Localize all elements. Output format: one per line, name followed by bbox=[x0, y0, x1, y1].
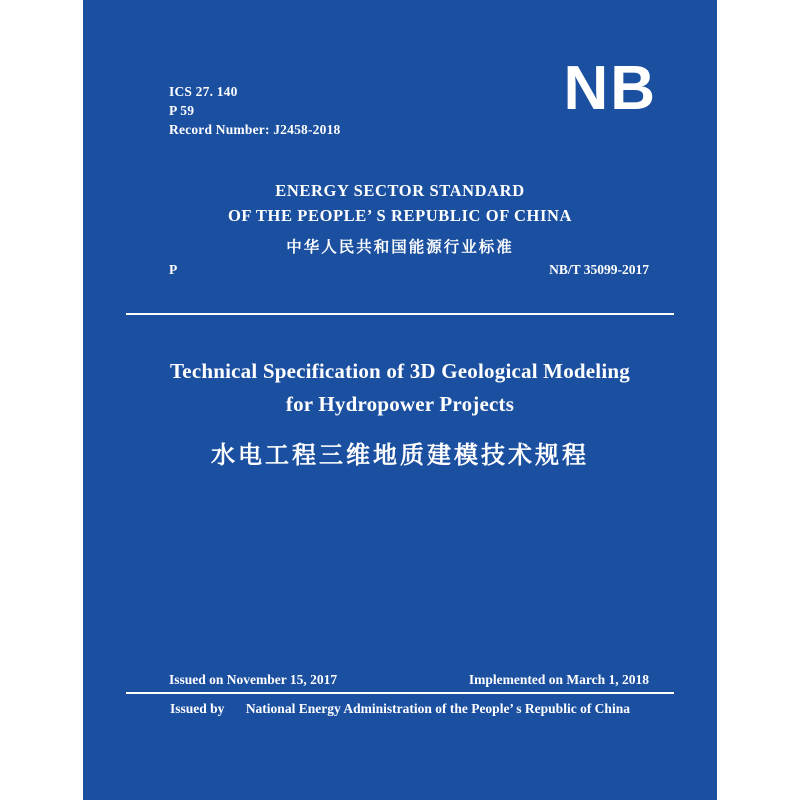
document-title-block bbox=[83, 355, 717, 475]
cover-header bbox=[83, 0, 717, 175]
title-english-line1: Technical Specification of 3D Geological Modeling bbox=[170, 359, 630, 383]
ics-info-block bbox=[169, 82, 340, 139]
ics-number: ICS 27. 140 bbox=[169, 84, 238, 99]
divider-bottom bbox=[126, 692, 674, 694]
issuer-row bbox=[83, 701, 717, 717]
date-row bbox=[169, 672, 649, 688]
divider-top bbox=[126, 313, 674, 315]
title-english-line2: for Hydropower Projects bbox=[285, 392, 515, 416]
standard-header-block bbox=[83, 178, 717, 262]
issuing-organization: National Energy Administration of the People’ s Republic of China bbox=[245, 701, 630, 716]
standard-number: NB/T 35099-2017 bbox=[549, 262, 649, 277]
standard-code-row bbox=[169, 262, 649, 278]
standard-category: P bbox=[169, 262, 178, 277]
nb-logo: NB bbox=[563, 54, 657, 123]
standard-cover bbox=[83, 0, 717, 800]
standard-header-english-line2: OF THE PEOPLE’ S REPUBLIC OF CHINA bbox=[227, 206, 573, 225]
standard-header-chinese: 中华人民共和国能源行业标准 bbox=[286, 238, 514, 256]
standard-header-english-line1: ENERGY SECTOR STANDARD bbox=[275, 181, 525, 200]
implemented-date: Implemented on March 1, 2018 bbox=[468, 672, 649, 687]
record-number: Record Number: J2458-2018 bbox=[169, 122, 341, 137]
title-chinese: 水电工程三维地质建模技术规程 bbox=[211, 441, 589, 469]
issued-by-label: Issued by bbox=[170, 701, 225, 716]
issued-date: Issued on November 15, 2017 bbox=[169, 672, 338, 687]
classification-code: P 59 bbox=[169, 103, 195, 118]
